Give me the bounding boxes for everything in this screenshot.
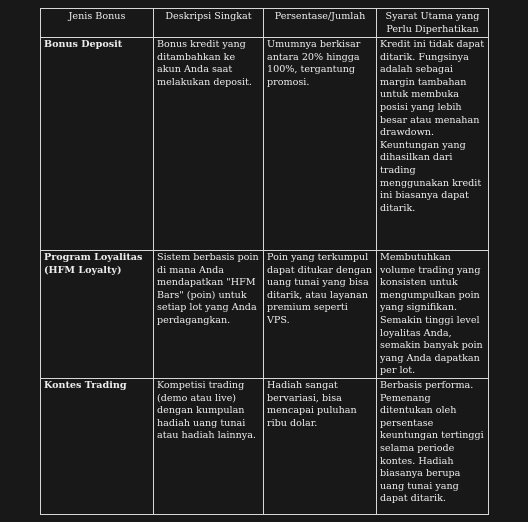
bonus-type-cell: Bonus Deposit <box>41 38 154 251</box>
description-cell: Bonus kredit yang ditambahkan ke akun Anda saat melakukan deposit. <box>154 38 264 251</box>
requirements-cell: Membutuhkan volume trading yang konsisten untuk mengumpulkan poin yang signifikan. Semakin tinggi level loyalitas Anda, semakin banyak poin yang Anda dapatkan per lot. <box>377 251 489 379</box>
table-row <box>41 251 489 379</box>
header-requirements: Syarat Utama yang Perlu Diperhatikan <box>377 9 489 38</box>
table-row <box>41 378 489 514</box>
table-row <box>41 38 489 251</box>
header-description: Deskripsi Singkat <box>154 9 264 38</box>
table-header-row <box>41 9 489 38</box>
amount-cell: Hadiah sangat bervariasi, bisa mencapai puluhan ribu dolar. <box>264 378 377 514</box>
amount-cell: Poin yang terkumpul dapat ditukar dengan uang tunai yang bisa ditarik, atau layanan premium seperti VPS. <box>264 251 377 379</box>
amount-cell: Umumnya berkisar antara 20% hingga 100%, tergantung promosi. <box>264 38 377 251</box>
bonus-type-cell: Kontes Trading <box>41 378 154 514</box>
requirements-cell: Kredit ini tidak dapat ditarik. Fungsinya adalah sebagai margin tambahan untuk membuka posisi yang lebih besar atau menahan drawdown. Keuntungan yang dihasilkan dari trading menggunakan kredit ini biasanya dapat ditarik. <box>377 38 489 251</box>
requirements-cell: Berbasis performa. Pemenang ditentukan oleh persentase keuntungan tertinggi selama periode kontes. Hadiah biasanya berupa uang tunai yang dapat ditarik. <box>377 378 489 514</box>
bonus-comparison-table <box>40 8 489 515</box>
header-amount: Persentase/Jumlah <box>264 9 377 38</box>
description-cell: Sistem berbasis poin di mana Anda mendapatkan "HFM Bars" (poin) untuk setiap lot yang Anda perdagangkan. <box>154 251 264 379</box>
bonus-type-cell: Program Loyalitas (HFM Loyalty) <box>41 251 154 379</box>
header-bonus-type: Jenis Bonus <box>41 9 154 38</box>
description-cell: Kompetisi trading (demo atau live) dengan kumpulan hadiah uang tunai atau hadiah lainnya. <box>154 378 264 514</box>
